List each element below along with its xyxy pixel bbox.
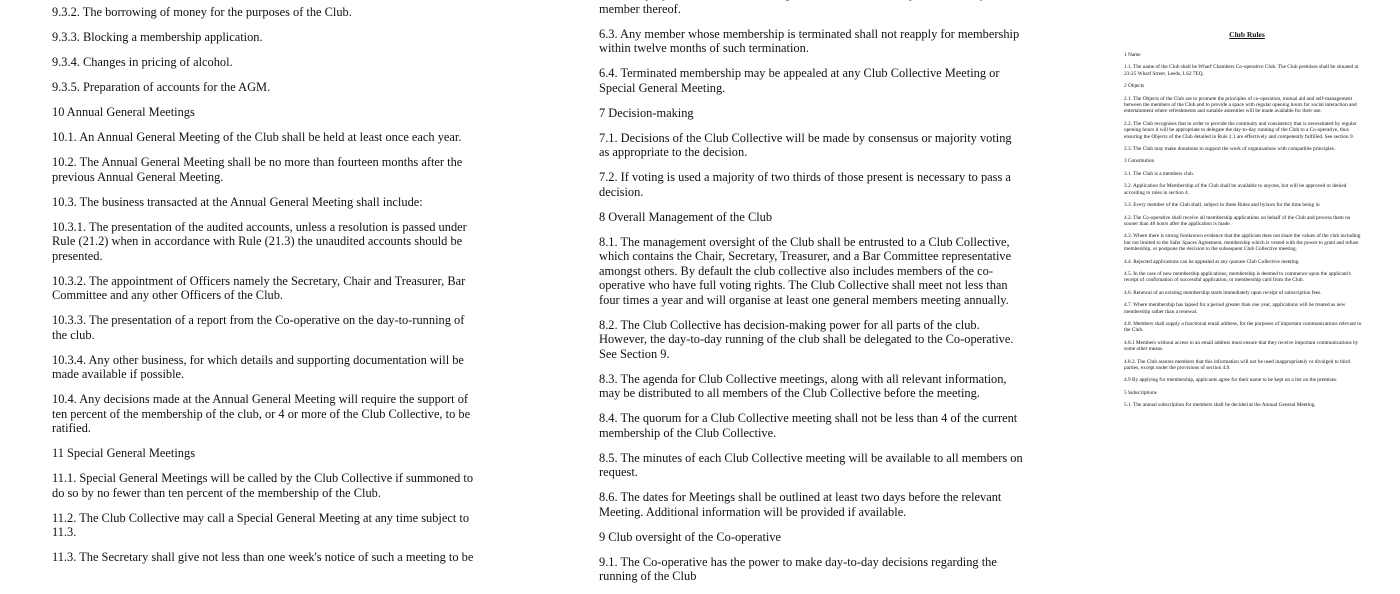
rule-paragraph: 8.3. The agenda for Club Collective meetings, along with all relevant information, may be distributed to all members of the Club Collective before the meeting. bbox=[599, 371, 1007, 400]
rule-paragraph: 11.2. The Club Collective may call a Special General Meeting at any time subject to 11.3. bbox=[52, 510, 470, 539]
rule-paragraph: 4.8.2. The Club assures members that this information will not be used inappropriately or divulged to third parties, except under the provisions of section 4.9. bbox=[1124, 358, 1351, 371]
rule-paragraph: 10.3. The business transacted at the Annual General Meeting shall include: bbox=[52, 194, 423, 209]
rule-paragraph: 4.8. Members shall supply a functional email address, for the purposes of important communications relevant to the Club. bbox=[1124, 320, 1362, 334]
rule-paragraph: 3 Constitution bbox=[1124, 158, 1155, 165]
page-title: Club Rules bbox=[1229, 30, 1265, 39]
rule-paragraph: 3.2. Application for Membership of the Club shall be available to anyone, but will be approved or denied according to rules in section 4. bbox=[1124, 183, 1347, 196]
rule-paragraph: 2.3. The Club may make donations to support the work of organisations with compatible principles. bbox=[1124, 146, 1336, 153]
rule-paragraph: 8.1. The management oversight of the Club shall be entrusted to a Club Collective, which contains the Chair, Secretary, Treasurer, and a Bar Committee representative amongst others. By default the club collective also includes members of the co-operative who have full voting rights. The Club Collective shall meet not less than four times a year and will organise at least one general members meeting annually. bbox=[599, 234, 1012, 307]
rule-paragraph: 1 Name bbox=[1124, 52, 1141, 58]
rule-paragraph: 7 Decision-making bbox=[599, 105, 694, 120]
rule-paragraph: 9.1. The Co-operative has the power to make day-to-day decisions regarding the running of the Club bbox=[599, 554, 997, 583]
rule-paragraph: 11 Special General Meetings bbox=[52, 446, 196, 460]
rule-paragraph: member thereof. bbox=[599, 1, 681, 16]
rule-paragraph: 6.4. Terminated membership may be appealed at any Club Collective Meeting or Special General Meeting. bbox=[599, 66, 1000, 95]
rule-paragraph: 9.3.2. The borrowing of money for the purposes of the Club. bbox=[52, 5, 352, 19]
rule-paragraph: 8.5. The minutes of each Club Collective meeting will be available to all members on request. bbox=[599, 450, 1023, 479]
rule-paragraph: 10.3.1. The presentation of the audited accounts, unless a resolution is passed under Rule (21.2) when in accordance with Rule (21.3) the unaudited accounts should be presented. bbox=[52, 219, 467, 263]
rule-paragraph: 7.1. Decisions of the Club Collective will be made by consensus or majority voting as appropriate to the decision. bbox=[599, 130, 1012, 159]
rules-page-middle-column bbox=[599, 0, 1024, 594]
rule-paragraph: 2.1. The Objects of the Club are to promote the principles of co-operation, mutual aid and self-management between the members of the Club and to provide a space with regular opening hours for social interaction and entertainment where refreshments and suitable amenities will be made available for their use. bbox=[1124, 95, 1357, 115]
chambers-logo bbox=[1222, 0, 1272, 1]
rule-paragraph: 6.3. Any member whose membership is terminated shall not reapply for membership within twelve months of such termination. bbox=[599, 26, 1020, 55]
rule-paragraph: 8.4. The quorum for a Club Collective meeting shall not be less than 4 of the current membership of the Club Collective. bbox=[599, 411, 1018, 440]
rule-paragraph: 4.3. Where there is strong foreknown evidence that the applicant does not share the values of the club including but not limited to the Safer Spaces Agreement, membership which is vested with the power to grant and refuse membership, or postpone the decision to the subsequent Club Collective meeting. bbox=[1124, 233, 1361, 253]
rules-list bbox=[1124, 52, 1362, 415]
rule-paragraph: 9.3.5. Preparation of accounts for the AGM. bbox=[52, 80, 271, 94]
rule-paragraph: 4.4. Rejected applications can be appealed at any quorate Club Collective meeting. bbox=[1124, 258, 1300, 265]
rule-paragraph: 11.3. The Secretary shall give not less than one week's notice of such a meeting to be bbox=[52, 550, 474, 564]
rule-paragraph: 4.6. Renewal of an existing membership starts immediately upon receipt of subscription fees. bbox=[1124, 289, 1322, 296]
rule-paragraph: 9 Club oversight of the Co-operative bbox=[599, 529, 782, 544]
rule-paragraph: 10.3.4. Any other business, for which details and supporting documentation will be made available if possible. bbox=[52, 352, 464, 381]
rule-paragraph: 7.2. If voting is used a majority of two thirds of those present is necessary to pass a decision. bbox=[599, 170, 1011, 199]
rule-paragraph: 11.1. Special General Meetings will be called by the Club Collective if summoned to do so by no fewer than ten percent of the membership of the Club. bbox=[52, 471, 474, 500]
rule-paragraph: 8 Overall Management of the Club bbox=[599, 209, 773, 224]
rule-paragraph: 2.2. The Club recognises that in order to provide the continuity and consistency that is necessitated by regular opening hours it will be appropriate to delegate the day-to-day running of the Club to a Co-operative, thus ensuring the Objects of the Club detailed in Rule 2.1 are effectively and competently fulfilled. See section 9. bbox=[1124, 120, 1357, 140]
rule-paragraph: 10.1. An Annual General Meeting of the Club shall be held at least once each year. bbox=[52, 130, 462, 144]
rule-paragraph: 3.1. The Club is a members club. bbox=[1124, 170, 1195, 177]
rule-paragraph: 5 Subscriptions bbox=[1124, 389, 1157, 396]
rule-paragraph: 4.8.1 Members without access to an email address must ensure that they receive important communications by some other means. bbox=[1124, 339, 1359, 353]
rule-paragraph: 1.1. The name of the Club shall be Wharf Chambers Co-operative Club. The Club premises shall be situated at 23-25 Wharf Street, Leeds, LS2 7EQ. bbox=[1124, 64, 1359, 77]
rule-paragraph: 9.3.3. Blocking a membership application. bbox=[52, 30, 263, 44]
rule-paragraph: 10.3.2. The appointment of Officers namely the Secretary, Chair and Treasurer, Bar Committee and any other Officers of the Club. bbox=[52, 273, 466, 302]
rule-paragraph: 10 Annual General Meetings bbox=[52, 105, 195, 119]
rule-paragraph: 10.2. The Annual General Meeting shall be no more than fourteen months after the previous Annual General Meeting. bbox=[52, 155, 463, 184]
rule-paragraph: 4.9 By applying for membership, applicants agree for their name to be kept on a list on the premises. bbox=[1124, 377, 1338, 384]
rule-paragraph: 5.1. The annual subscription for members shall be decided at the Annual General Meeting. bbox=[1124, 402, 1316, 409]
rule-paragraph: 4.2. The Co-operative shall receive all membership applications on behalf of the Club and process them no sooner than 48 hours after the application is made. bbox=[1124, 214, 1351, 227]
rule-paragraph: 8.6. The dates for Meetings shall be outlined at least two days before the relevant Meeting. Additional information will be provided if available. bbox=[599, 490, 1002, 519]
rule-paragraph: 4.5. In the case of new membership applications; membership is deemed to commence upon the applicant's receipt of confirmation of successful application, or membership card from the Club. bbox=[1124, 270, 1352, 284]
rule-paragraph: 3.3. Every member of the Club shall, subject to these Rules and bylaws for the time being in bbox=[1124, 202, 1320, 209]
rule-paragraph: 8.2. The Club Collective has decision-making power for all parts of the club. However, the day-to-day running of the club shall be delegated to the Co-operative. See Section 9. bbox=[599, 317, 1014, 361]
rule-paragraph: 4.7. Where membership has lapsed for a period greater than one year, applications will be treated as new membership rather than a renewal. bbox=[1124, 302, 1346, 315]
rule-paragraph: 2 Objects bbox=[1124, 83, 1145, 90]
rule-paragraph: 10.3.3. The presentation of a report from the Co-operative on the day-to-running of the club. bbox=[52, 313, 465, 342]
rule-paragraph: 10.4. Any decisions made at the Annual General Meeting will require the support of ten percent of the membership of the club, or 4 or more of the Club Collective, to be ratified. bbox=[52, 392, 471, 435]
rules-page-left-column bbox=[52, 5, 482, 575]
rule-paragraph: 9.3.4. Changes in pricing of alcohol. bbox=[52, 55, 233, 69]
